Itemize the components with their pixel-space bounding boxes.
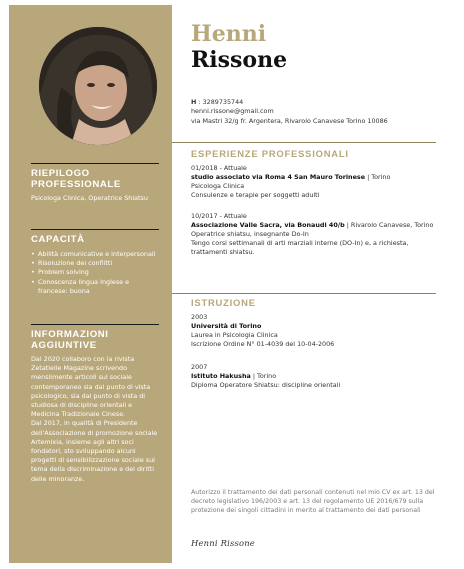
- last-name: Rissone: [191, 47, 288, 73]
- summary-title: RIEPILOGO PROFESSIONALE: [31, 168, 121, 190]
- sidebar: [9, 5, 172, 563]
- skills-title: CAPACITÀ: [31, 234, 85, 245]
- main-column: [172, 0, 464, 569]
- first-name: Henni: [191, 21, 267, 47]
- privacy-disclaimer: Autorizzo il trattamento dei dati personali contenuti nel mio CV ex art. 13 del decreto legislativo 196/2003 e art. 13 del regolamento UE 2016/679 sulla protezione dei singoli cittadini in merito al trattamento dei dati personali: [191, 489, 435, 515]
- divider: [31, 324, 159, 325]
- experience-item: [191, 212, 446, 257]
- divider: [172, 293, 436, 294]
- skill-item: • Abilità comunicative e interpersonali: [31, 250, 159, 259]
- education-item: [191, 313, 446, 349]
- education-year: 2007: [191, 363, 208, 371]
- education-item: [191, 363, 446, 390]
- profile-photo: [39, 27, 157, 145]
- phone-line: [191, 98, 388, 107]
- experience-role: Psicologa Clinica: [191, 182, 245, 190]
- education-org: Università di Torino: [191, 322, 262, 330]
- additional-info-title: INFORMAZIONI AGGIUNTIVE: [31, 329, 109, 351]
- skills-list: [31, 250, 159, 296]
- divider: [172, 142, 436, 143]
- education-degree: Laurea in Psicologia Clinica: [191, 331, 278, 339]
- contact-block: [191, 98, 388, 126]
- additional-info-section: [31, 324, 159, 484]
- experience-period: 01/2018 - Attuale: [191, 164, 247, 172]
- divider: [31, 229, 159, 230]
- summary-section: [31, 163, 159, 203]
- experience-org: studio associato via Roma 4 San Mauro Torinese: [191, 173, 366, 181]
- divider: [31, 163, 159, 164]
- skills-section: [31, 229, 159, 296]
- education-degree: Diploma Operatore Shiatsu: discipline orientali: [191, 381, 341, 389]
- education-org: Istituto Hakusha: [191, 372, 251, 380]
- phone-label: H: [191, 98, 197, 106]
- summary-text: Psicologa Clinica, Operatrice Shiatsu: [31, 194, 148, 202]
- education-note: Iscrizione Ordine N° 01-4039 del 10-04-2006: [191, 340, 335, 348]
- education-location: | Torino: [250, 372, 277, 380]
- experience-org: Associazione Valle Sacra, via Bonaudi 40/b: [191, 221, 345, 229]
- experience-desc: Tengo corsi settimanali di arti marziali interne (DO-In) e, a richiesta, trattamenti shiatsu.: [191, 239, 409, 256]
- experience-desc: Consulenze e terapie per soggetti adulti: [191, 191, 320, 199]
- address: via Mastri 32/g fr. Argentera, Rivarolo Canavese Torino 10086: [191, 116, 388, 125]
- experience-location: | Torino: [365, 173, 391, 181]
- experience-period: 10/2017 - Attuale: [191, 212, 247, 220]
- experience-title: ESPERIENZE PROFESSIONALI: [191, 148, 349, 159]
- experience-location: | Rivarolo Canavese, Torino: [344, 221, 434, 229]
- email: henni.rissone@gmail.com: [191, 107, 274, 116]
- experience-item: [191, 164, 446, 200]
- signature: Henni Rissone: [191, 538, 255, 548]
- skill-item: • Risoluzione dei conflitti: [31, 259, 159, 268]
- skill-item: • Conoscenza lingua Inglese e francese: buona: [31, 278, 159, 296]
- experience-role: Operatrice shiatsu, insegnante Do-In: [191, 230, 309, 238]
- additional-info-text: Dal 2020 collaboro con la rivista Zetatielle Magazine scrivendo mensilmente articoli sul sociale contemporaneo sia dal punto di vista psicologico, sia dal punto di vista di studiosa di discipline orientali e Medicina Tradizionale Cinese. Dal 2017, in qualità di Presidente dell'Associazione di promozione sociale Artemixia, insieme agli altri soci fondatori, sto sviluppando alcuni progetti di sensibilizzazione sociale sul tema della discriminazione e dei diritti delle minoranze.: [31, 355, 158, 483]
- education-year: 2003: [191, 313, 208, 321]
- skill-item: • Problem solving: [31, 268, 159, 277]
- phone-number: : 3289735744: [198, 98, 244, 106]
- education-title: ISTRUZIONE: [191, 297, 256, 308]
